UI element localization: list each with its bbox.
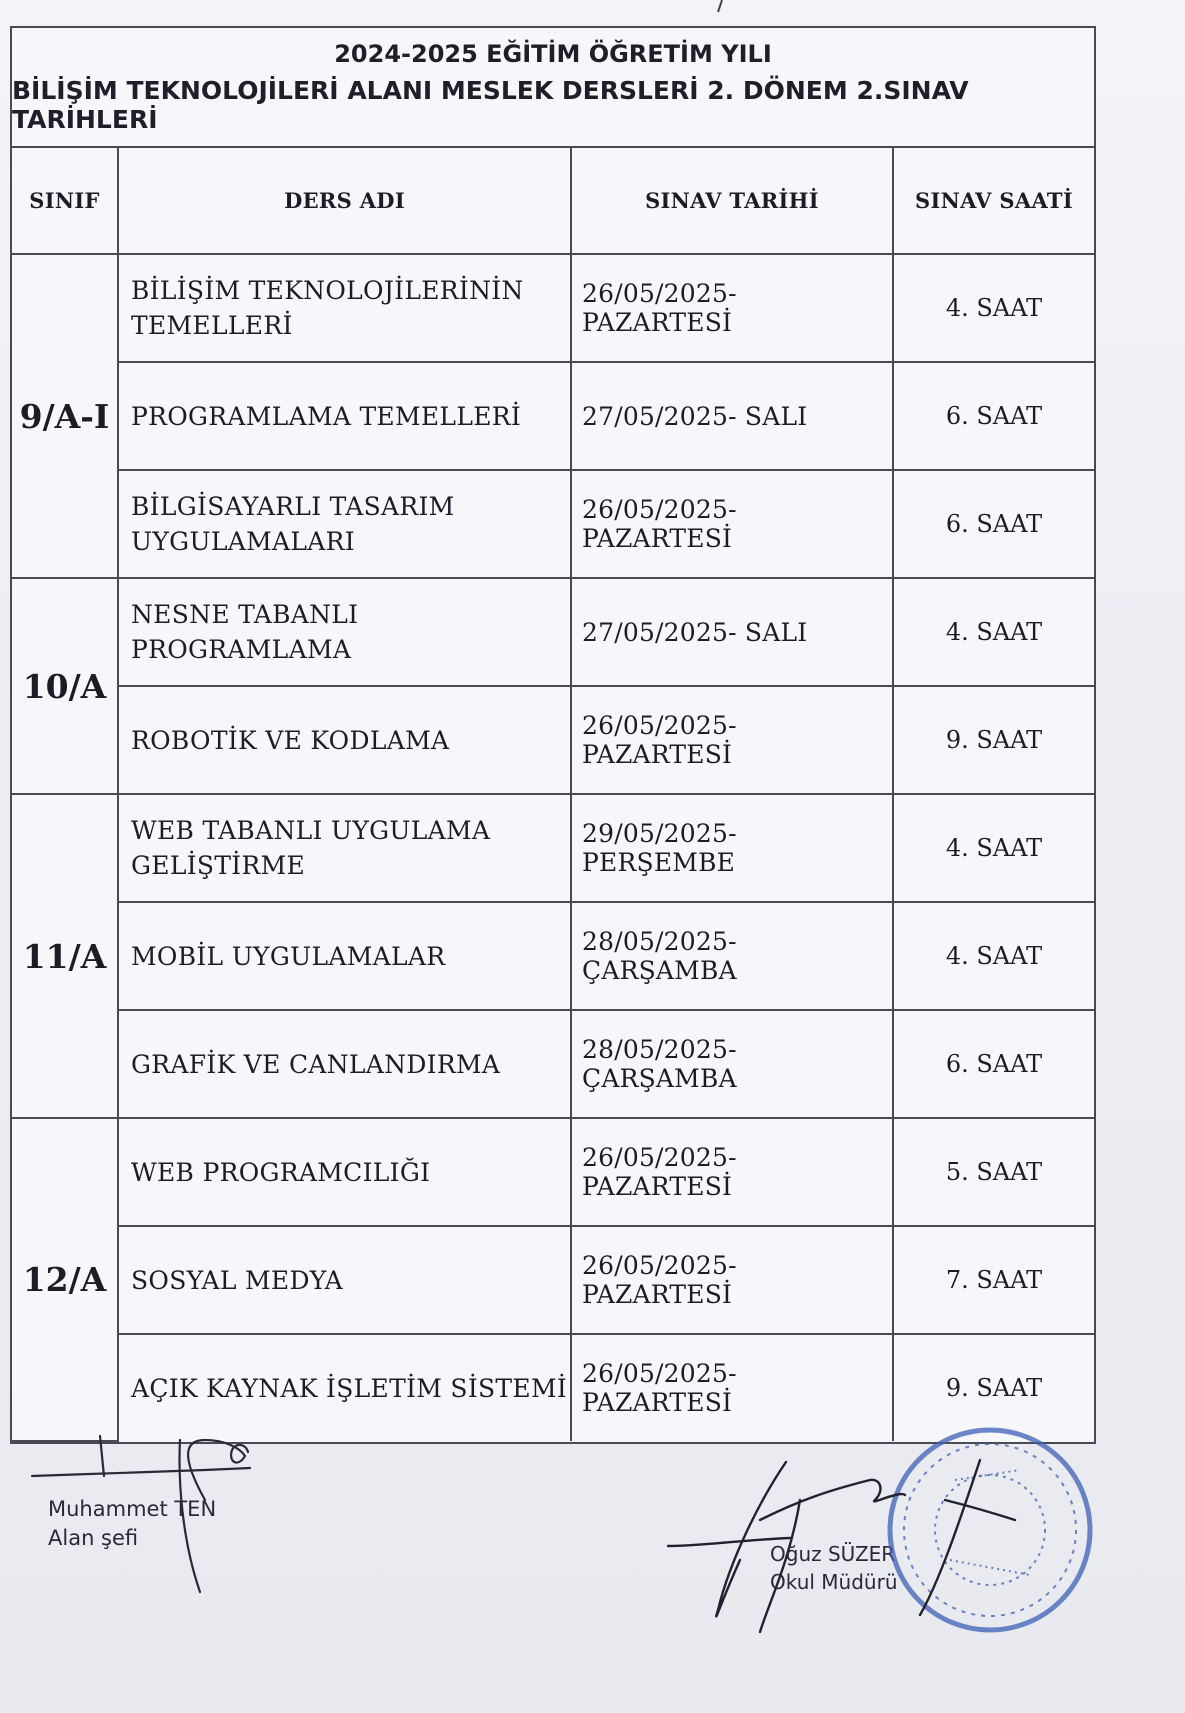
column-header-tarih: SINAV TARİHİ <box>571 148 893 254</box>
table-row <box>12 1118 1094 1226</box>
exam-period-cell: 6. SAAT <box>893 470 1094 578</box>
exam-period-cell: 5. SAAT <box>893 1118 1094 1226</box>
course-name-cell: WEB TABANLI UYGULAMA GELİŞTİRME <box>118 794 571 902</box>
header-year-line: 2024-2025 EĞİTİM ÖĞRETİM YILI <box>334 40 772 68</box>
exam-period-cell: 4. SAAT <box>893 902 1094 1010</box>
header-title-line: BİLİŞİM TEKNOLOJİLERİ ALANI MESLEK DERSLERİ 2. DÖNEM 2.SINAV TARİHLERİ <box>12 76 969 134</box>
class-cell: 10/A <box>12 578 118 794</box>
exam-schedule-table <box>12 148 1094 1442</box>
exam-date-cell: 27/05/2025- SALI <box>571 578 893 686</box>
course-name-cell: BİLİŞİM TEKNOLOJİLERİNİN TEMELLERİ <box>118 254 571 362</box>
table-row <box>12 1226 1094 1334</box>
exam-period-cell: 6. SAAT <box>893 362 1094 470</box>
table-row <box>12 254 1094 362</box>
exam-date-cell: 26/05/2025- PAZARTESİ <box>571 686 893 794</box>
column-header-ders: DERS ADI <box>118 148 571 254</box>
table-row <box>12 794 1094 902</box>
left-signer-name: Muhammet TEN <box>48 1497 217 1521</box>
table-row <box>12 686 1094 794</box>
course-name-cell: PROGRAMLAMA TEMELLERİ <box>118 362 571 470</box>
class-cell: 11/A <box>12 794 118 1118</box>
left-signer-title: Alan şefi <box>48 1526 139 1550</box>
exam-date-cell: 26/05/2025- PAZARTESİ <box>571 254 893 362</box>
exam-period-cell: 4. SAAT <box>893 794 1094 902</box>
table-row <box>12 902 1094 1010</box>
right-signer-title: Okul Müdürü <box>770 1570 898 1594</box>
course-name-cell: GRAFİK VE CANLANDIRMA <box>118 1010 571 1118</box>
exam-date-cell: 26/05/2025- PAZARTESİ <box>571 470 893 578</box>
column-header-saat: SINAV SAATİ <box>893 148 1094 254</box>
class-cell: 12/A <box>12 1118 118 1441</box>
table-header-row <box>12 148 1094 254</box>
right-signature-block <box>770 1540 898 1596</box>
course-name-cell: MOBİL UYGULAMALAR <box>118 902 571 1010</box>
exam-period-cell: 9. SAAT <box>893 1334 1094 1441</box>
course-name-cell: SOSYAL MEDYA <box>118 1226 571 1334</box>
exam-date-cell: 26/05/2025- PAZARTESİ <box>571 1334 893 1441</box>
right-signer-name: Oğuz SÜZER <box>770 1542 896 1566</box>
table-row <box>12 362 1094 470</box>
table-row <box>12 1010 1094 1118</box>
table-row <box>12 578 1094 686</box>
exam-date-cell: 28/05/2025- ÇARŞAMBA <box>571 1010 893 1118</box>
exam-date-cell: 26/05/2025- PAZARTESİ <box>571 1226 893 1334</box>
course-name-cell: AÇIK KAYNAK İŞLETİM SİSTEMİ <box>118 1334 571 1441</box>
exam-date-cell: 26/05/2025- PAZARTESİ <box>571 1118 893 1226</box>
table-row <box>12 1334 1094 1441</box>
exam-schedule-sheet <box>10 26 1096 1444</box>
column-header-sinif: SINIF <box>12 148 118 254</box>
exam-period-cell: 7. SAAT <box>893 1226 1094 1334</box>
class-cell: 9/A-I <box>12 254 118 578</box>
exam-period-cell: 4. SAAT <box>893 578 1094 686</box>
course-name-cell: NESNE TABANLI PROGRAMLAMA <box>118 578 571 686</box>
course-name-cell: ROBOTİK VE KODLAMA <box>118 686 571 794</box>
top-edge-mark <box>718 0 722 12</box>
course-name-cell: WEB PROGRAMCILIĞI <box>118 1118 571 1226</box>
left-signature-block <box>48 1495 216 1553</box>
document-header <box>12 28 1094 148</box>
school-stamp <box>890 1430 1090 1630</box>
exam-period-cell: 4. SAAT <box>893 254 1094 362</box>
course-name-cell: BİLGİSAYARLI TASARIM UYGULAMALARI <box>118 470 571 578</box>
table-row <box>12 470 1094 578</box>
exam-date-cell: 29/05/2025- PERŞEMBE <box>571 794 893 902</box>
exam-period-cell: 9. SAAT <box>893 686 1094 794</box>
exam-date-cell: 28/05/2025- ÇARŞAMBA <box>571 902 893 1010</box>
exam-period-cell: 6. SAAT <box>893 1010 1094 1118</box>
exam-date-cell: 27/05/2025- SALI <box>571 362 893 470</box>
